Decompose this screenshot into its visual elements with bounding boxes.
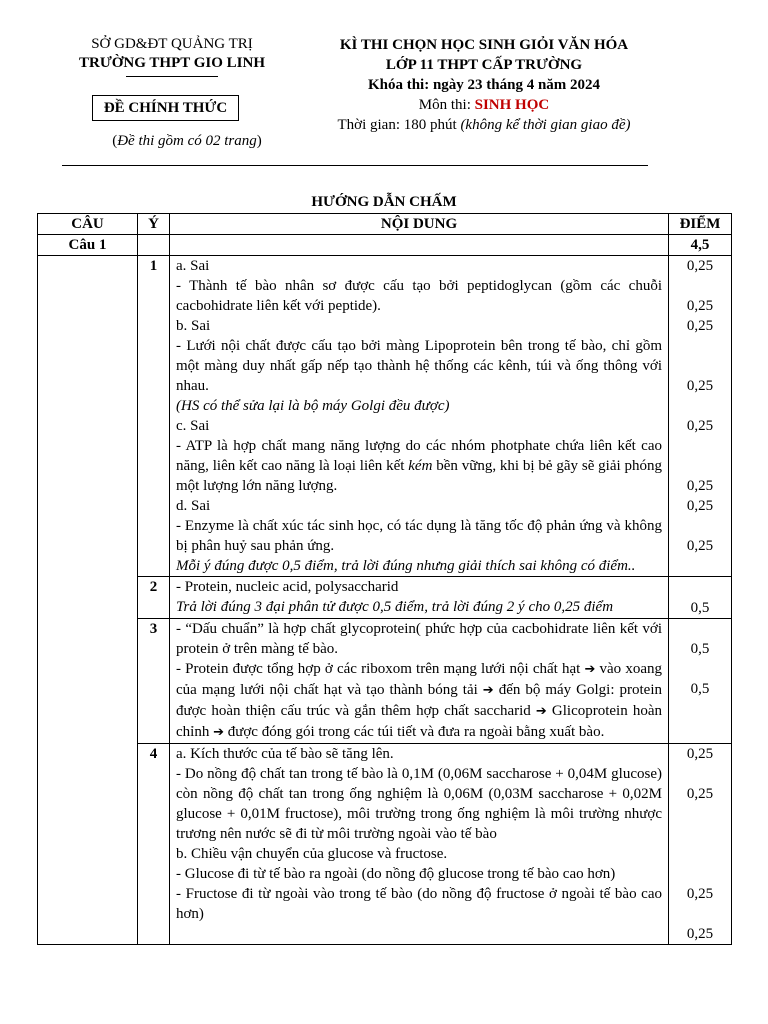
arrow-icon: ➔ <box>535 704 547 719</box>
cau1-group-cell <box>38 256 138 945</box>
y4-number: 4 <box>138 744 170 945</box>
y1-b-note: (HS có thể sửa lại là bộ máy Golgi đều được) <box>176 398 450 414</box>
exam-time <box>298 115 670 135</box>
header-cau: CÂU <box>38 214 138 235</box>
y1-c-text-2: bền vững, khi bị bẻ gãy sẽ giải phóng một lượng lớn năng lượng. <box>176 458 662 494</box>
score-spacer <box>675 396 725 416</box>
y1-a-explain: - Thành tế bào nhân sơ được cấu tạo bởi peptidoglycan (gồm các chuỗi cacbohidrate liên kết với peptide). <box>176 278 662 314</box>
score: 0,25 <box>686 926 714 942</box>
arrow-icon: ➔ <box>482 683 494 698</box>
official-stamp: ĐỀ CHÍNH THỨC <box>92 95 239 121</box>
exam-subject <box>298 95 670 115</box>
pages-text: Đề thi gồm có 02 trang <box>117 133 257 149</box>
score: 0,25 <box>686 418 714 434</box>
y1-content <box>170 256 669 577</box>
y2-content <box>170 577 669 619</box>
arrow-icon: ➔ <box>213 725 224 740</box>
score-spacer <box>675 864 725 884</box>
header-noi-dung: NỘI DUNG <box>170 214 669 235</box>
score-spacer <box>675 764 725 784</box>
subject-value: SINH HỌC <box>474 97 550 113</box>
header-divider <box>62 165 648 166</box>
school-name: TRƯỜNG THPT GIO LINH <box>78 55 265 71</box>
y3-text-a: - Protein được tổng hợp ở các riboxom trên mạng lưới nội chất hạt <box>176 661 585 677</box>
y1-d: d. Sai <box>176 498 211 514</box>
score-spacer <box>675 336 725 356</box>
score: 0,25 <box>686 298 714 314</box>
arrow-icon: ➔ <box>584 662 596 677</box>
y3-text-d: Glicoprotein hoàn chỉnh <box>176 703 662 740</box>
score-spacer <box>675 436 725 456</box>
y3-number: 3 <box>138 619 170 744</box>
y1-b: b. Sai <box>176 318 211 334</box>
y4-a: a. Kích thước của tế bào sẽ tăng lên. <box>176 746 394 762</box>
y1-a: a. Sai <box>176 258 210 274</box>
header-y: Ý <box>138 214 170 235</box>
score-spacer <box>675 659 725 679</box>
table-row <box>38 577 732 619</box>
y4-b: b. Chiều vận chuyển của glucose và fructose. <box>176 846 448 862</box>
y4-scores <box>669 744 732 945</box>
y4-a-explain: - Do nồng độ chất tan trong tế bào là 0,1M (0,06M saccharose + 0,04M glucose) còn nồng độ chất tan trong ống nghiệm là 0,06M (0,03M saccharose + 0,02M glucose + 0,01M fructose), môi trường trong ống nghiệm là môi trường nhược trương nên nước sẽ đi từ môi trường ngoài vào tế bào <box>176 766 662 842</box>
cau1-empty-y <box>138 235 170 256</box>
table-row <box>38 256 732 577</box>
guide-title: HƯỚNG DẪN CHẤM <box>311 194 457 210</box>
y2-scoring-note: Trả lời đúng 3 đại phân tử được 0,5 điểm, trả lời đúng 2 ý cho 0,25 điểm <box>176 599 614 615</box>
y4-b-glucose: - Glucose đi từ tế bào ra ngoài (do nồng độ glucose trong tế bào cao hơn) <box>176 866 616 882</box>
y1-b-explain: - Lưới nội chất được cấu tạo bởi màng Lipoprotein bên trong tế bào, chỉ gồm một màng duy nhất gấp nếp tạo thành hệ thống các kênh, túi và ống thông với nhau. <box>176 338 662 394</box>
exam-date: Khóa thi: ngày 23 tháng 4 năm 2024 <box>367 77 601 93</box>
cau1-row <box>38 235 732 256</box>
y1-c-explain <box>176 436 662 496</box>
y4-content <box>170 744 669 945</box>
score-spacer <box>675 577 725 597</box>
score-spacer <box>675 516 725 536</box>
y3-text-b: vào xoang của mạng lưới nội chất hạt và tạo thành bóng tải <box>176 661 662 698</box>
y2-answer: - Protein, nucleic acid, polysaccharid <box>176 579 399 595</box>
score: 0,25 <box>686 786 714 802</box>
cau1-label: Câu 1 <box>38 235 138 256</box>
exam-grade: LỚP 11 THPT CẤP TRƯỜNG <box>385 57 583 73</box>
score: 0,25 <box>686 318 714 334</box>
score: 0,5 <box>690 641 710 657</box>
y3-marker-def: - “Dấu chuẩn” là hợp chất glycoprotein( phức hợp của cacbohidrate liên kết với protein ở trên màng tế bào. <box>176 621 662 657</box>
y1-c-text-1: - ATP là hợp chất mang năng lượng do các nhóm photphate chứa liên kết cao năng, liên kết cao năng là loại liên kết <box>176 438 662 474</box>
time-note: (không kể thời gian giao đề) <box>460 117 631 133</box>
score-spacer <box>675 904 725 924</box>
score: 0,25 <box>686 886 714 902</box>
y3-scores <box>669 619 732 744</box>
header-left <box>56 35 288 77</box>
time-label: Thời gian: 180 phút <box>337 117 461 133</box>
score: 0,25 <box>686 258 714 274</box>
score-spacer <box>675 844 725 864</box>
score-spacer <box>675 276 725 296</box>
subject-label: Môn thi: <box>418 97 475 113</box>
y3-text-e: được đóng gói trong các túi tiết và đưa ra ngoài bằng xuất bào. <box>223 724 605 740</box>
y3-text-c: đến bộ máy Golgi: protein được hoàn thiện cấu trúc và gắn thêm hợp chất saccharid <box>176 682 662 719</box>
paren-close: ) <box>256 133 262 149</box>
score: 0,25 <box>686 378 714 394</box>
y1-c-emph: kém <box>408 458 433 474</box>
header-right <box>298 35 670 135</box>
score-spacer <box>675 619 725 639</box>
table-row <box>38 744 732 945</box>
y3-content <box>170 619 669 744</box>
score-spacer <box>675 456 725 476</box>
y2-scores <box>669 577 732 619</box>
paren-open: ( <box>112 133 118 149</box>
cau1-total: 4,5 <box>669 235 732 256</box>
y1-c: c. Sai <box>176 418 210 434</box>
header-diem: ĐIỂM <box>669 214 732 235</box>
table-row <box>38 619 732 744</box>
score-spacer <box>675 804 725 824</box>
y1-number: 1 <box>138 256 170 577</box>
page-count-note <box>56 133 318 150</box>
exam-title: KÌ THI CHỌN HỌC SINH GIỎI VĂN HÓA <box>339 37 629 53</box>
score-spacer <box>675 824 725 844</box>
scoring-table <box>37 213 732 945</box>
table-header-row <box>38 214 732 235</box>
score: 0,25 <box>686 478 714 494</box>
department-name: SỞ GD&ĐT QUẢNG TRỊ <box>91 36 253 52</box>
y3-pathway <box>176 659 662 743</box>
score: 0,25 <box>686 498 714 514</box>
score: 0,25 <box>686 746 714 762</box>
y1-scores <box>669 256 732 577</box>
y1-d-explain: - Enzyme là chất xúc tác sinh học, có tác dụng là tăng tốc độ phản ứng và không bị phân huỷ sau phản ứng. <box>176 518 662 554</box>
score: 0,5 <box>690 600 710 616</box>
score-spacer <box>675 356 725 376</box>
y4-b-fructose: - Fructose đi từ ngoài vào trong tế bào (do nồng độ fructose ở ngoài tế bào cao hơn) <box>176 886 662 922</box>
score: 0,25 <box>686 538 714 554</box>
score: 0,5 <box>690 681 710 697</box>
y2-number: 2 <box>138 577 170 619</box>
y1-scoring-note: Mỗi ý đúng được 0,5 điểm, trả lời đúng nhưng giải thích sai không có điểm.. <box>176 558 636 574</box>
school-underline <box>126 76 218 77</box>
cau1-empty-content <box>170 235 669 256</box>
